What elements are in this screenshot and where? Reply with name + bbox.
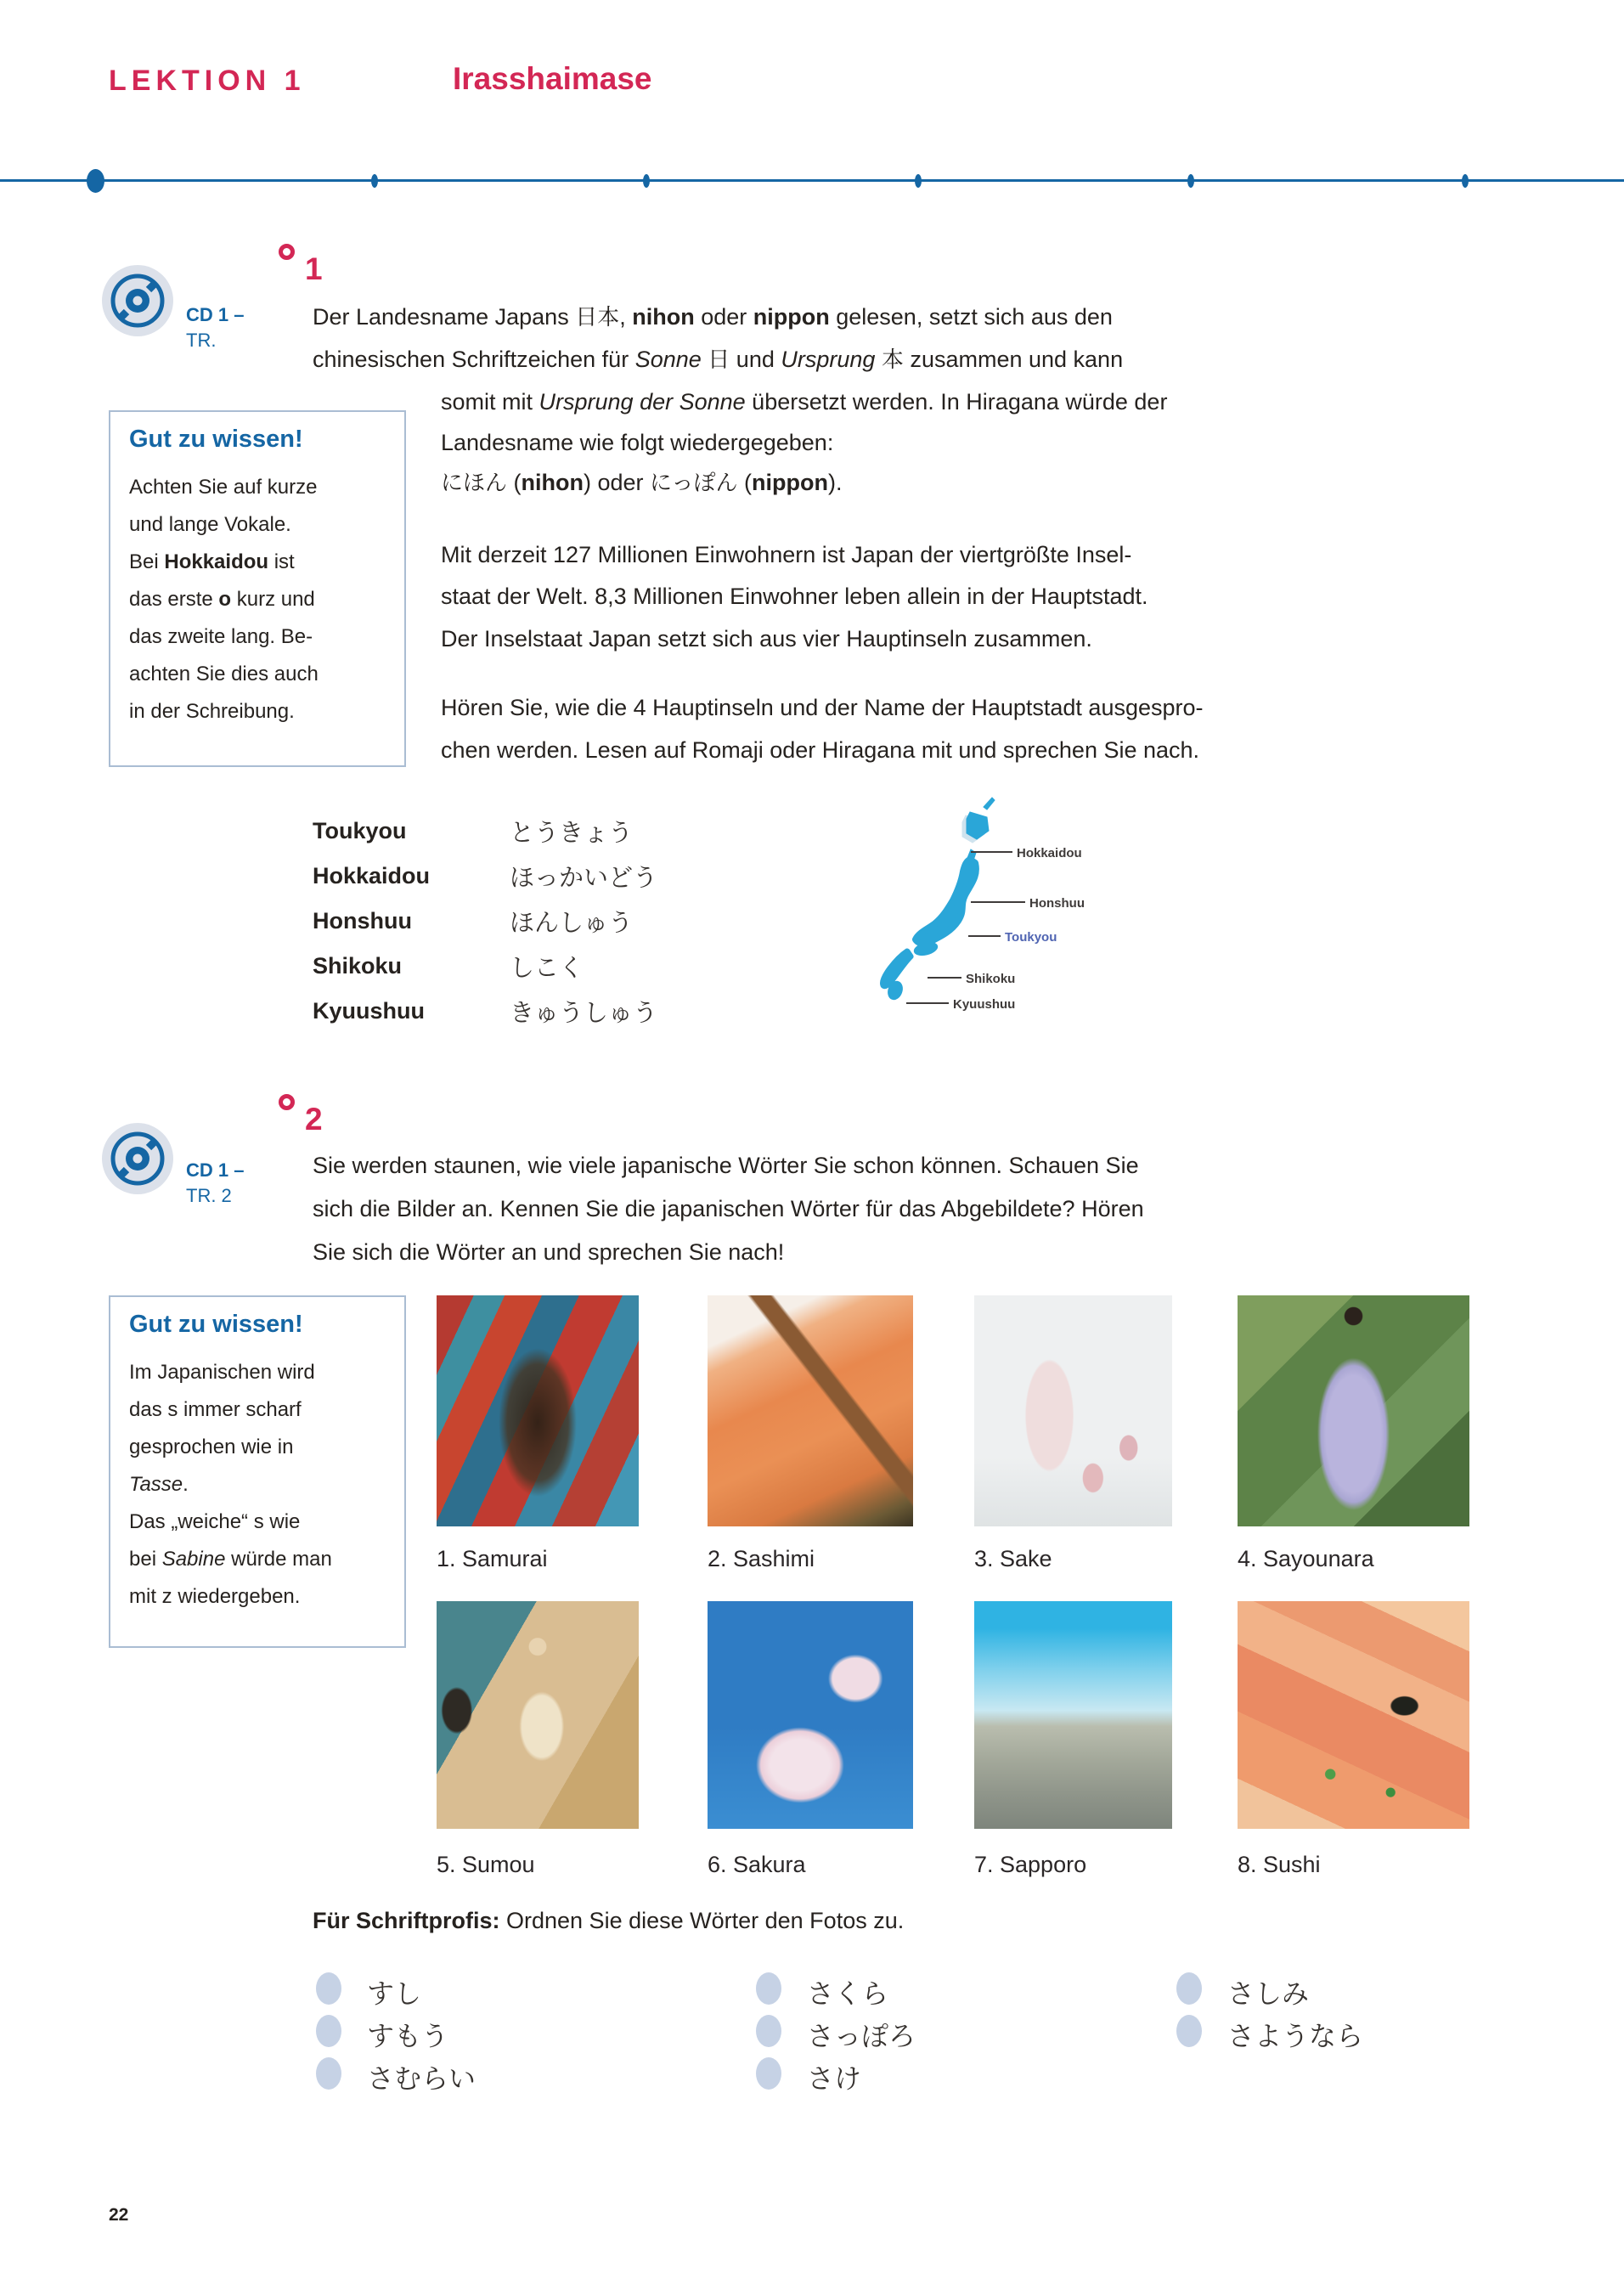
divider-rule	[0, 179, 1624, 182]
info-box-line: das erste o kurz und	[129, 588, 315, 611]
paragraph-line: Mit derzeit 127 Millionen Einwohnern ist Japan der viertgrößte Insel-	[441, 542, 1132, 567]
info-box-s-sound	[109, 1295, 406, 1648]
photo-sapporo	[974, 1601, 1172, 1829]
paragraph-line: Der Landesname Japans 日本, nihon oder nippon gelesen, setzt sich aus den	[313, 304, 1113, 330]
cd-icon	[102, 265, 173, 336]
word-bullet	[756, 2015, 781, 2047]
island-romaji: Kyuushuu	[313, 998, 425, 1024]
schriftprofis-instruction	[313, 1908, 904, 1934]
photo-sakura	[708, 1601, 913, 1829]
word-kana: さっぽろ	[807, 2020, 916, 2052]
island-romaji: Shikoku	[313, 953, 403, 979]
island-kana: ほっかいどう	[510, 863, 658, 892]
paragraph-line: staat der Welt. 8,3 Millionen Einwohner leben allein in der Hauptstadt.	[441, 584, 1148, 609]
word-kana: すし	[367, 1977, 422, 2010]
paragraph-line: Sie werden staunen, wie viele japanische Wörter Sie schon können. Schauen Sie	[313, 1153, 1139, 1178]
schriftprofis-label: Für Schriftprofis:	[313, 1908, 500, 1933]
photo-sumou	[437, 1601, 639, 1829]
photo-sushi	[1238, 1601, 1469, 1829]
map-label-shikoku: Shikoku	[966, 972, 1016, 986]
photo-caption: 1. Samurai	[437, 1546, 548, 1571]
paragraph-line: Landesname wie folgt wiedergegeben:	[441, 430, 834, 455]
word-kana: さけ	[807, 2062, 862, 2095]
info-box-line: das zweite lang. Be-	[129, 625, 313, 648]
word-bullet	[756, 1972, 781, 2005]
paragraph-line: Sie sich die Wörter an und sprechen Sie nach!	[313, 1239, 785, 1265]
info-box-line: Bei Hokkaidou ist	[129, 550, 295, 573]
section-2-number: 2	[305, 1102, 323, 1137]
island-romaji: Toukyou	[313, 818, 407, 843]
word-bullet	[316, 2057, 341, 2090]
cd-disc-icon	[102, 1123, 173, 1194]
japan-map	[875, 797, 1155, 1039]
info-box-line: das s immer scharf	[129, 1398, 302, 1421]
paragraph-line: Der Inselstaat Japan setzt sich aus vier Hauptinseln zusammen.	[441, 626, 1092, 652]
photo-caption: 8. Sushi	[1238, 1852, 1321, 1877]
cd-number-label: CD 1 –	[186, 1159, 245, 1181]
photo-sake	[974, 1295, 1172, 1526]
divider-dot	[371, 174, 378, 188]
island-row	[313, 944, 584, 989]
info-box-title: Gut zu wissen!	[129, 426, 303, 453]
divider-dot	[1187, 174, 1194, 188]
photo-sashimi	[708, 1295, 913, 1526]
divider-dot	[915, 174, 922, 188]
word-kana: さようなら	[1227, 2020, 1364, 2052]
lesson-label: LEKTION 1	[109, 65, 306, 97]
paragraph-line: chen werden. Lesen auf Romaji oder Hiragana mit und sprechen Sie nach.	[441, 737, 1200, 763]
info-box-title: Gut zu wissen!	[129, 1311, 303, 1338]
paragraph-line: Hören Sie, wie die 4 Hauptinseln und der Name der Hauptstadt ausgespro-	[441, 695, 1204, 720]
info-box-line: Das „weiche“ s wie	[129, 1510, 301, 1533]
map-label-kyuushuu: Kyuushuu	[953, 997, 1016, 1012]
page-number: 22	[109, 2205, 129, 2225]
paragraph-line: chinesischen Schriftzeichen für Sonne 日 und Ursprung 本 zusammen und kann	[313, 347, 1124, 373]
island-kana: ほんしゅう	[510, 908, 634, 937]
info-box-line: Tasse.	[129, 1473, 189, 1496]
section-marker-ring	[279, 244, 295, 260]
info-box-vowels	[109, 410, 406, 767]
island-row	[313, 899, 633, 944]
island-kana: とうきょう	[510, 818, 634, 847]
island-romaji: Honshuu	[313, 908, 412, 934]
schriftprofis-text: Ordnen Sie diese Wörter den Fotos zu.	[499, 1908, 905, 1933]
info-box-line: und lange Vokale.	[129, 513, 291, 536]
island-romaji: Hokkaidou	[313, 863, 431, 889]
photo-caption: 5. Sumou	[437, 1852, 535, 1877]
photo-caption: 6. Sakura	[708, 1852, 806, 1877]
track-label: TR.	[186, 330, 217, 351]
photo-caption: 2. Sashimi	[708, 1546, 815, 1571]
photo-caption: 7. Sapporo	[974, 1852, 1087, 1877]
info-box-line: bei Sabine würde man	[129, 1548, 332, 1571]
map-label-toukyou: Toukyou	[1005, 930, 1057, 945]
island-row	[313, 989, 657, 1034]
photo-caption: 3. Sake	[974, 1546, 1052, 1571]
section-marker-ring	[279, 1094, 295, 1110]
photo-samurai	[437, 1295, 639, 1526]
paragraph-line: にほん (nihon) oder にっぽん (nippon).	[441, 470, 843, 496]
track-label: TR. 2	[186, 1185, 232, 1206]
japan-map-image	[875, 797, 1155, 1035]
divider-dot-large	[87, 169, 104, 193]
word-kana: さくら	[807, 1977, 889, 2010]
island-kana: しこく	[510, 953, 584, 982]
info-box-line: Im Japanischen wird	[129, 1361, 315, 1384]
island-kana: きゅうしゅう	[510, 998, 658, 1027]
word-bullet	[756, 2057, 781, 2090]
island-row	[313, 809, 633, 854]
info-box-line: mit z wiedergeben.	[129, 1585, 301, 1608]
page-title: Irasshaimase	[453, 61, 652, 96]
paragraph-line: sich die Bilder an. Kennen Sie die japanischen Wörter für das Abgebildete? Hören	[313, 1196, 1144, 1221]
paragraph-line: somit mit Ursprung der Sonne übersetzt werden. In Hiragana würde der	[441, 389, 1168, 415]
photo-sayounara	[1238, 1295, 1469, 1526]
word-bullet	[1176, 2015, 1202, 2047]
word-kana: さむらい	[367, 2062, 476, 2095]
island-row	[313, 854, 657, 899]
word-bullet	[316, 2015, 341, 2047]
photo-caption: 4. Sayounara	[1238, 1546, 1374, 1571]
cd-disc-icon	[102, 265, 173, 336]
word-kana: すもう	[367, 2020, 449, 2052]
info-box-line: achten Sie dies auch	[129, 663, 319, 685]
word-kana: さしみ	[1227, 1977, 1310, 2010]
divider-dot	[643, 174, 650, 188]
word-bullet	[316, 1972, 341, 2005]
map-label-honshuu: Honshuu	[1029, 896, 1085, 911]
section-1-number: 1	[305, 251, 323, 286]
map-label-hokkaidou: Hokkaidou	[1017, 846, 1082, 860]
info-box-line: in der Schreibung.	[129, 700, 295, 723]
divider-dot	[1462, 174, 1469, 188]
info-box-line: gesprochen wie in	[129, 1436, 294, 1458]
cd-number-label: CD 1 –	[186, 304, 245, 325]
word-bullet	[1176, 1972, 1202, 2005]
info-box-line: Achten Sie auf kurze	[129, 476, 318, 499]
cd-icon	[102, 1123, 173, 1194]
